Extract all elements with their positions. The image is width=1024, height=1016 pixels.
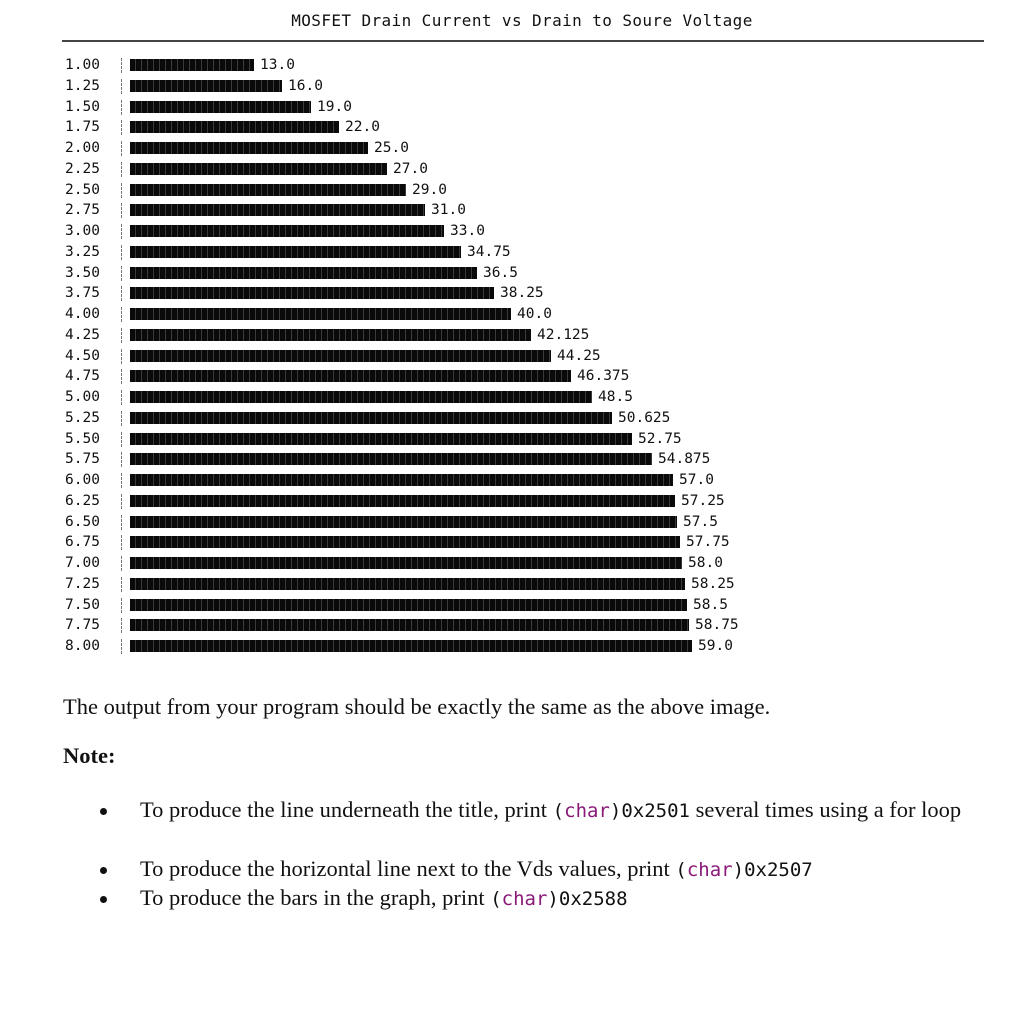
vds-label: 5.00 (65, 389, 100, 405)
bar (130, 267, 477, 279)
bar (130, 184, 406, 196)
bar (130, 101, 311, 113)
axis-segment (121, 639, 122, 654)
bar (130, 619, 689, 631)
axis-segment (121, 390, 122, 405)
bar (130, 308, 511, 320)
bar (130, 474, 673, 486)
bar (130, 433, 632, 445)
bar-value-label: 33.0 (450, 223, 485, 239)
code-keyword: char (501, 888, 548, 910)
note-text: To produce the line underneath the title, print (140, 797, 553, 822)
vds-label: 1.75 (65, 119, 100, 136)
bar (130, 516, 677, 528)
axis-segment (121, 162, 122, 177)
note-item (140, 795, 990, 826)
bar-value-label: 48.5 (598, 389, 633, 405)
axis-segment (121, 556, 122, 571)
vds-label: 2.00 (65, 140, 100, 156)
bar-value-label: 58.0 (688, 555, 723, 571)
bar-value-label: 54.875 (658, 451, 711, 468)
bar (130, 412, 612, 424)
bullet-icon (100, 896, 107, 903)
bar (130, 329, 531, 341)
bar (130, 495, 675, 507)
bar (130, 163, 387, 175)
bar-value-label: 16.0 (288, 77, 323, 94)
vds-label: 4.75 (65, 368, 100, 385)
bar (130, 204, 425, 216)
code-snippet: (char)0x2588 (490, 888, 628, 910)
vds-label: 5.50 (65, 430, 100, 447)
axis-segment (121, 452, 122, 467)
vds-label: 7.00 (65, 555, 100, 571)
code-snippet: (char)0x2501 (552, 800, 690, 822)
bar-value-label: 36.5 (483, 264, 518, 281)
bar-value-label: 57.75 (686, 534, 730, 551)
bar-value-label: 31.0 (431, 202, 466, 219)
bar (130, 225, 444, 237)
code-keyword: char (564, 800, 610, 822)
vds-label: 5.25 (65, 409, 100, 426)
bar-value-label: 22.0 (345, 119, 380, 136)
code-snippet: (char)0x2507 (675, 859, 813, 881)
axis-segment (121, 598, 122, 613)
code-keyword: char (686, 859, 733, 881)
axis-segment (121, 535, 122, 550)
bar-value-label: 29.0 (412, 181, 447, 198)
code-value: 0x2507 (744, 859, 813, 881)
vds-label: 7.75 (65, 617, 100, 634)
vds-label: 5.75 (65, 451, 100, 468)
bar-value-label: 13.0 (260, 57, 295, 73)
axis-segment (121, 120, 122, 135)
note-text-tail: several times using a for loop (689, 797, 962, 822)
axis-segment (121, 224, 122, 239)
axis-segment (121, 58, 122, 73)
bar-value-label: 42.125 (537, 326, 590, 343)
axis-segment (121, 432, 122, 447)
bar-value-label: 58.25 (691, 575, 735, 592)
title-underline (62, 40, 984, 42)
note-heading: Note: (63, 743, 116, 768)
bar-value-label: 57.25 (681, 492, 725, 509)
vds-label: 7.50 (65, 596, 100, 613)
bar-value-label: 19.0 (317, 98, 352, 115)
axis-segment (121, 183, 122, 198)
bar (130, 578, 685, 590)
axis-segment (121, 307, 122, 322)
vds-label: 6.00 (65, 472, 100, 488)
vds-label: 3.00 (65, 223, 100, 239)
vds-label: 1.00 (65, 57, 100, 73)
vds-label: 1.50 (65, 98, 100, 115)
axis-segment (121, 245, 122, 260)
bar (130, 59, 254, 71)
chart-title: MOSFET Drain Current vs Drain to Soure Voltage (291, 11, 753, 30)
bar-value-label: 50.625 (618, 409, 671, 426)
bar-value-label: 58.5 (693, 596, 728, 613)
bar (130, 599, 687, 611)
vds-label: 8.00 (65, 638, 100, 654)
axis-segment (121, 515, 122, 530)
code-value: 0x2501 (621, 800, 690, 822)
axis-segment (121, 369, 122, 384)
bar-value-label: 38.25 (500, 285, 544, 302)
vds-label: 2.25 (65, 160, 100, 177)
bar-value-label: 27.0 (393, 160, 428, 177)
bar (130, 121, 339, 133)
bar-value-label: 25.0 (374, 140, 409, 156)
bar (130, 350, 551, 362)
axis-segment (121, 494, 122, 509)
axis-segment (121, 100, 122, 115)
axis-segment (121, 577, 122, 592)
vds-label: 2.75 (65, 202, 100, 219)
vds-label: 6.75 (65, 534, 100, 551)
note-item (140, 854, 990, 885)
bar (130, 557, 682, 569)
vds-label: 4.25 (65, 326, 100, 343)
bullet-icon (100, 808, 107, 815)
bar-value-label: 59.0 (698, 638, 733, 654)
axis-segment (121, 266, 122, 281)
vds-label: 3.75 (65, 285, 100, 302)
axis-segment (121, 618, 122, 633)
bar (130, 536, 680, 548)
vds-label: 7.25 (65, 575, 100, 592)
instruction-text: The output from your program should be exactly the same as the above image. (63, 694, 771, 719)
note-text: To produce the bars in the graph, print (140, 885, 491, 910)
bar (130, 142, 368, 154)
vds-label: 3.50 (65, 264, 100, 281)
bar-value-label: 57.5 (683, 513, 718, 530)
vds-label: 4.00 (65, 306, 100, 322)
bullet-icon (100, 867, 107, 874)
bar-value-label: 52.75 (638, 430, 682, 447)
bar (130, 640, 692, 652)
note-text: To produce the horizontal line next to the Vds values, print (140, 856, 676, 881)
bar-value-label: 40.0 (517, 306, 552, 322)
axis-segment (121, 203, 122, 218)
axis-segment (121, 141, 122, 156)
axis-segment (121, 349, 122, 364)
vds-label: 2.50 (65, 181, 100, 198)
bar-value-label: 46.375 (577, 368, 630, 385)
axis-segment (121, 473, 122, 488)
bar (130, 391, 592, 403)
bar (130, 287, 494, 299)
bar (130, 80, 282, 92)
vds-label: 6.25 (65, 492, 100, 509)
axis-segment (121, 411, 122, 426)
bar-value-label: 57.0 (679, 472, 714, 488)
vds-label: 4.50 (65, 347, 100, 364)
note-item (140, 883, 990, 914)
axis-segment (121, 286, 122, 301)
bar-value-label: 44.25 (557, 347, 601, 364)
bar-value-label: 34.75 (467, 243, 511, 260)
code-value: 0x2588 (558, 888, 628, 910)
vds-label: 1.25 (65, 77, 100, 94)
vds-label: 6.50 (65, 513, 100, 530)
bar (130, 453, 652, 465)
axis-segment (121, 328, 122, 343)
axis-segment (121, 79, 122, 94)
vds-label: 3.25 (65, 243, 100, 260)
bar (130, 246, 461, 258)
bar (130, 370, 571, 382)
bar-value-label: 58.75 (695, 617, 739, 634)
